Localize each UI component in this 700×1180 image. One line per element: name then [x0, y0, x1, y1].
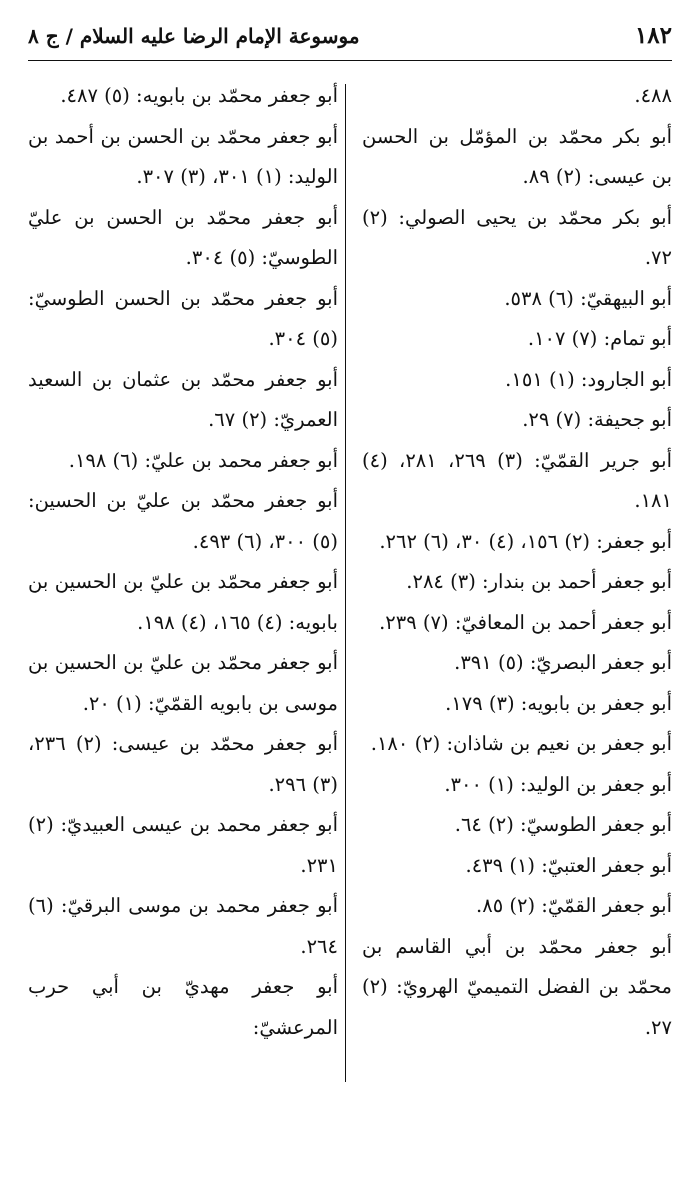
header-rule [28, 60, 672, 61]
index-entry: أبو تمام: (٧) ١٠٧. [527, 327, 672, 350]
index-entry: أبو جعفر الطوسيّ: (٢) ٦٤. [454, 813, 672, 836]
index-entry: أبو جعفر أحمد بن المعافيّ: (٧) ٢٣٩. [379, 610, 672, 634]
index-entry: أبو الجارود: (١) ١٥١. [505, 367, 672, 391]
index-entry: أبو جعفر مهديّ بن أبي حرب المرعشيّ: [28, 975, 338, 1039]
index-entry: أبو بكر محمّد بن المؤمّل بن الحسن بن عيسى: (٢) ٨٩. [362, 124, 672, 188]
index-entry: أبو جعفر بن بابويه: (٣) ١٧٩. [445, 691, 672, 715]
index-entry: أبو جعفر محمّد بن عليّ بن الحسين: (٥) ٣٠٠، (٦) ٤٩٣. [28, 489, 338, 553]
index-entry: أبو جعفر العتبيّ: (١) ٤٣٩. [465, 853, 672, 877]
page-number: ١٨٢ [634, 22, 672, 49]
index-entry: أبو جعفر محمّد بن الحسن بن أحمد بن الوليد: (١) ٣٠١، (٣) ٣٠٧. [28, 124, 338, 188]
index-entry: أبو جعفر محمّد بن بابويه: (٥) ٤٨٧. [60, 84, 338, 107]
index-entry: أبو البيهقيّ: (٦) ٥٣٨. [504, 286, 672, 310]
index-entry: أبو جرير القمّيّ: (٣) ٢٦٩، ٢٨١، (٤) ١٨١. [362, 448, 672, 512]
index-entry: أبو جعفر محمّد بن الحسن الطوسيّ: (٥) ٣٠٤. [28, 286, 338, 350]
index-entry: أبو جعفر محمّد بن عليّ بن الحسين بن موسى بن بابويه القمّيّ: (١) ٢٠. [28, 651, 338, 715]
column-divider [345, 84, 346, 1082]
index-entry: أبو جعفر محمّد بن الحسن بن عليّ الطوسيّ: (٥) ٣٠٤. [28, 205, 338, 269]
page-header [28, 22, 672, 58]
running-title: موسوعة الإمام الرضا عليه السلام / ج ٨ [28, 24, 360, 48]
index-entry: أبو جعفر: (٢) ١٥٦، (٤) ٣٠، (٦) ٢٦٢. [379, 529, 672, 553]
index-entry: ٤٨٨. [634, 84, 672, 107]
index-entry: أبو جعفر محمد بن موسى البرقيّ: (٦) ٢٦٤. [28, 894, 338, 958]
index-entry: أبو جعفر محمّد بن أبي القاسم بن محمّد بن الفضل التميميّ الهرويّ: (٢) ٢٧. [362, 934, 672, 1039]
index-entry: أبو جعفر محمد بن عليّ: (٦) ١٩٨. [68, 448, 338, 472]
index-entry: أبو جعفر محمّد بن عثمان بن السعيد العمريّ: (٢) ٦٧. [28, 367, 338, 431]
index-entry: أبو بكر محمّد بن يحيى الصولي: (٢) ٧٢. [362, 205, 672, 269]
index-entry: أبو جعفر بن نعيم بن شاذان: (٢) ١٨٠. [370, 732, 672, 755]
index-entry: أبو جعفر القمّيّ: (٢) ٨٥. [476, 894, 672, 917]
index-column-right [362, 76, 672, 1048]
index-entry: أبو جعفر أحمد بن بندار: (٣) ٢٨٤. [406, 570, 672, 593]
index-entry: أبو جحيفة: (٧) ٢٩. [522, 408, 672, 431]
index-entry: أبو جعفر بن الوليد: (١) ٣٠٠. [444, 772, 672, 796]
index-entry: أبو جعفر محمّد بن عيسى: (٢) ٢٣٦، (٣) ٢٩٦. [28, 732, 338, 796]
index-entry: أبو جعفر البصريّ: (٥) ٣٩١. [454, 651, 672, 674]
index-entry: أبو جعفر محمّد بن عليّ بن الحسين بن بابويه: (٤) ١٦٥، (٤) ١٩٨. [28, 570, 338, 634]
index-entry: أبو جعفر محمد بن عيسى العبيديّ: (٢) ٢٣١. [28, 813, 338, 877]
index-column-left [28, 76, 338, 1048]
